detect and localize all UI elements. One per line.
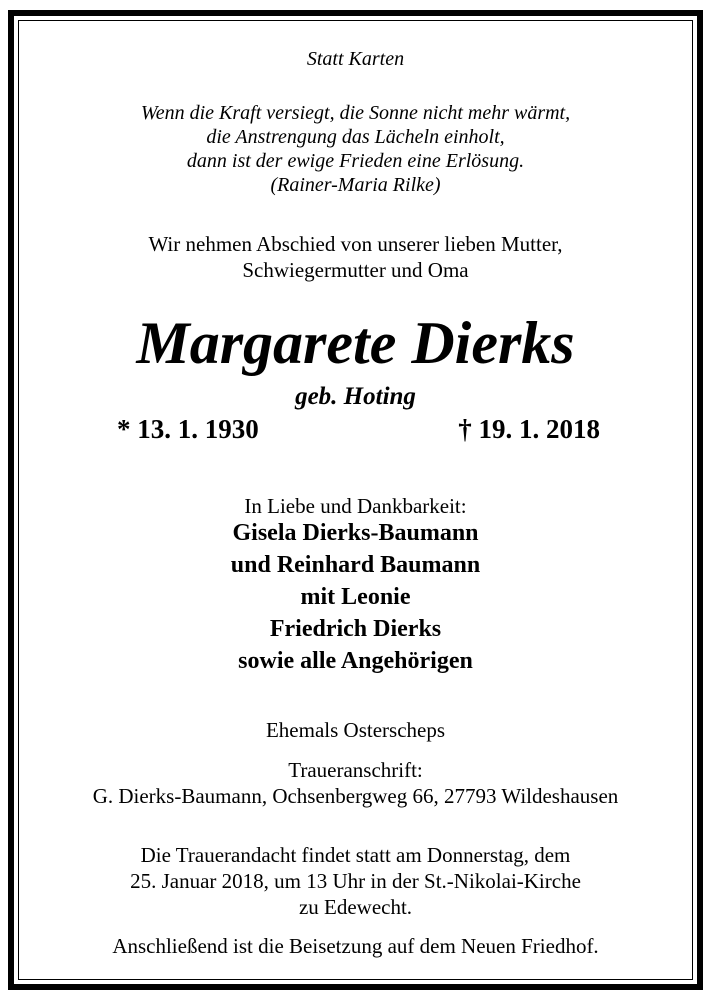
maiden-name: geb. Hoting [295, 383, 416, 410]
header-statt-karten: Statt Karten [306, 48, 405, 70]
mourner-line-5: sowie alle Angehörigen [238, 648, 473, 674]
former-residence: Ehemals Osterscheps [265, 718, 446, 742]
death-date: † 19. 1. 2018 [458, 414, 600, 444]
address-label: Traueranschrift: [288, 758, 423, 782]
farewell-line-1: Wir nehmen Abschied von unserer lieben Mutter, [148, 232, 563, 256]
mourners-intro: In Liebe und Dankbarkeit: [244, 494, 467, 518]
poem-line-1: Wenn die Kraft versiegt, die Sonne nicht mehr wärmt, [140, 102, 571, 124]
mourner-line-2: und Reinhard Baumann [230, 552, 481, 578]
service-line-2: 25. Januar 2018, um 13 Uhr in der St.-Nikolai-Kirche [130, 869, 581, 893]
service-line-3: zu Edewecht. [298, 895, 413, 919]
poem-author: (Rainer-Maria Rilke) [270, 174, 441, 196]
deceased-name: Margarete Dierks [136, 310, 575, 376]
mourner-line-1: Gisela Dierks-Baumann [232, 520, 479, 546]
mourner-line-4: Friedrich Dierks [269, 616, 442, 642]
service-line-1: Die Trauerandacht findet statt am Donnerstag, dem [140, 843, 571, 867]
farewell-line-2: Schwiegermutter und Oma [242, 258, 469, 282]
poem-line-3: dann ist der ewige Frieden eine Erlösung. [186, 150, 525, 172]
mourning-address: G. Dierks-Baumann, Ochsenbergweg 66, 27793 Wildeshausen [92, 784, 619, 808]
poem-line-2: die Anstrengung das Lächeln einholt, [206, 126, 505, 148]
mourner-line-3: mit Leonie [300, 584, 411, 610]
birth-date: * 13. 1. 1930 [117, 414, 259, 444]
burial-info: Anschließend ist die Beisetzung auf dem Neuen Friedhof. [112, 934, 599, 958]
